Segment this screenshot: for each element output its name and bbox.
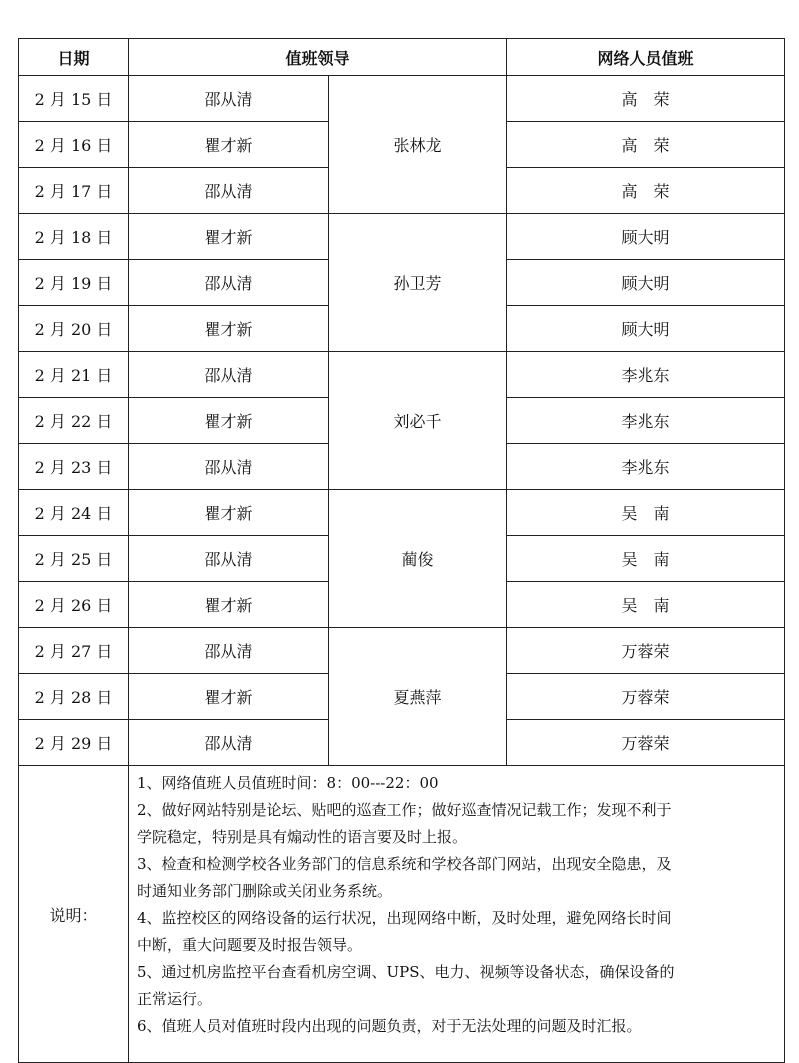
group-leader-cell: 夏燕萍: [329, 628, 507, 766]
notes-row: [19, 766, 785, 1063]
date-cell: 2 月 29 日: [19, 720, 129, 766]
notes-label: 说明：: [19, 766, 129, 1063]
date-cell: 2 月 16 日: [19, 122, 129, 168]
leader-cell: 邵从清: [129, 628, 329, 674]
date-cell: 2 月 17 日: [19, 168, 129, 214]
header-network: 网络人员值班: [507, 39, 785, 76]
leader-cell: 邵从清: [129, 536, 329, 582]
leader-cell: 瞿才新: [129, 306, 329, 352]
network-cell: 高 荣: [507, 122, 785, 168]
date-cell: 2 月 23 日: [19, 444, 129, 490]
notes-body: [129, 766, 785, 1063]
network-cell: 顾大明: [507, 260, 785, 306]
note-line: 2、做好网站特别是论坛、贴吧的巡查工作；做好巡查情况记载工作；发现不利于: [137, 801, 672, 819]
group-leader-cell: 蔺俊: [329, 490, 507, 628]
network-cell: 李兆东: [507, 352, 785, 398]
note-line: 1、网络值班人员值班时间：8：00---22：00: [137, 774, 439, 792]
date-cell: 2 月 21 日: [19, 352, 129, 398]
duty-roster-table: [18, 38, 785, 1063]
network-cell: 高 荣: [507, 168, 785, 214]
leader-cell: 邵从清: [129, 444, 329, 490]
network-cell: 顾大明: [507, 214, 785, 260]
network-cell: 万蓉荣: [507, 674, 785, 720]
date-cell: 2 月 27 日: [19, 628, 129, 674]
group-leader-cell: 孙卫芳: [329, 214, 507, 352]
network-cell: 万蓉荣: [507, 720, 785, 766]
date-cell: 2 月 19 日: [19, 260, 129, 306]
leader-cell: 瞿才新: [129, 398, 329, 444]
leader-cell: 瞿才新: [129, 674, 329, 720]
leader-cell: 邵从清: [129, 76, 329, 122]
table-row: [19, 490, 785, 536]
table-row: [19, 76, 785, 122]
header-date: 日期: [19, 39, 129, 76]
table-row: [19, 352, 785, 398]
date-cell: 2 月 20 日: [19, 306, 129, 352]
leader-cell: 瞿才新: [129, 582, 329, 628]
date-cell: 2 月 28 日: [19, 674, 129, 720]
group-leader-cell: 张林龙: [329, 76, 507, 214]
date-cell: 2 月 15 日: [19, 76, 129, 122]
network-cell: 吴 南: [507, 490, 785, 536]
date-cell: 2 月 26 日: [19, 582, 129, 628]
network-cell: 高 荣: [507, 76, 785, 122]
network-cell: 李兆东: [507, 444, 785, 490]
note-line: 4、监控校区的网络设备的运行状况，出现网络中断，及时处理，避免网络长时间: [137, 909, 672, 927]
note-line: 正常运行。: [137, 990, 213, 1008]
table-header-row: [19, 39, 785, 76]
note-line: 中断，重大问题要及时报告领导。: [137, 936, 363, 954]
network-cell: 顾大明: [507, 306, 785, 352]
note-line: 学院稳定，特别是具有煽动性的语言要及时上报。: [137, 828, 468, 846]
note-line: 6、值班人员对值班时段内出现的问题负责，对于无法处理的问题及时汇报。: [137, 1017, 642, 1035]
leader-cell: 瞿才新: [129, 490, 329, 536]
network-cell: 万蓉荣: [507, 628, 785, 674]
date-cell: 2 月 22 日: [19, 398, 129, 444]
table-row: [19, 214, 785, 260]
note-line: 5、通过机房监控平台查看机房空调、UPS、电力、视频等设备状态，确保设备的: [137, 963, 675, 981]
leader-cell: 瞿才新: [129, 122, 329, 168]
note-line: 时通知业务部门删除或关闭业务系统。: [137, 882, 393, 900]
network-cell: 吴 南: [507, 582, 785, 628]
date-cell: 2 月 24 日: [19, 490, 129, 536]
leader-cell: 邵从清: [129, 260, 329, 306]
leader-cell: 邵从清: [129, 720, 329, 766]
leader-cell: 瞿才新: [129, 214, 329, 260]
table-row: [19, 628, 785, 674]
leader-cell: 邵从清: [129, 168, 329, 214]
network-cell: 吴 南: [507, 536, 785, 582]
date-cell: 2 月 18 日: [19, 214, 129, 260]
note-line: 3、检查和检测学校各业务部门的信息系统和学校各部门网站，出现安全隐患，及: [137, 855, 672, 873]
date-cell: 2 月 25 日: [19, 536, 129, 582]
group-leader-cell: 刘必千: [329, 352, 507, 490]
header-leader: 值班领导: [129, 39, 507, 76]
leader-cell: 邵从清: [129, 352, 329, 398]
network-cell: 李兆东: [507, 398, 785, 444]
